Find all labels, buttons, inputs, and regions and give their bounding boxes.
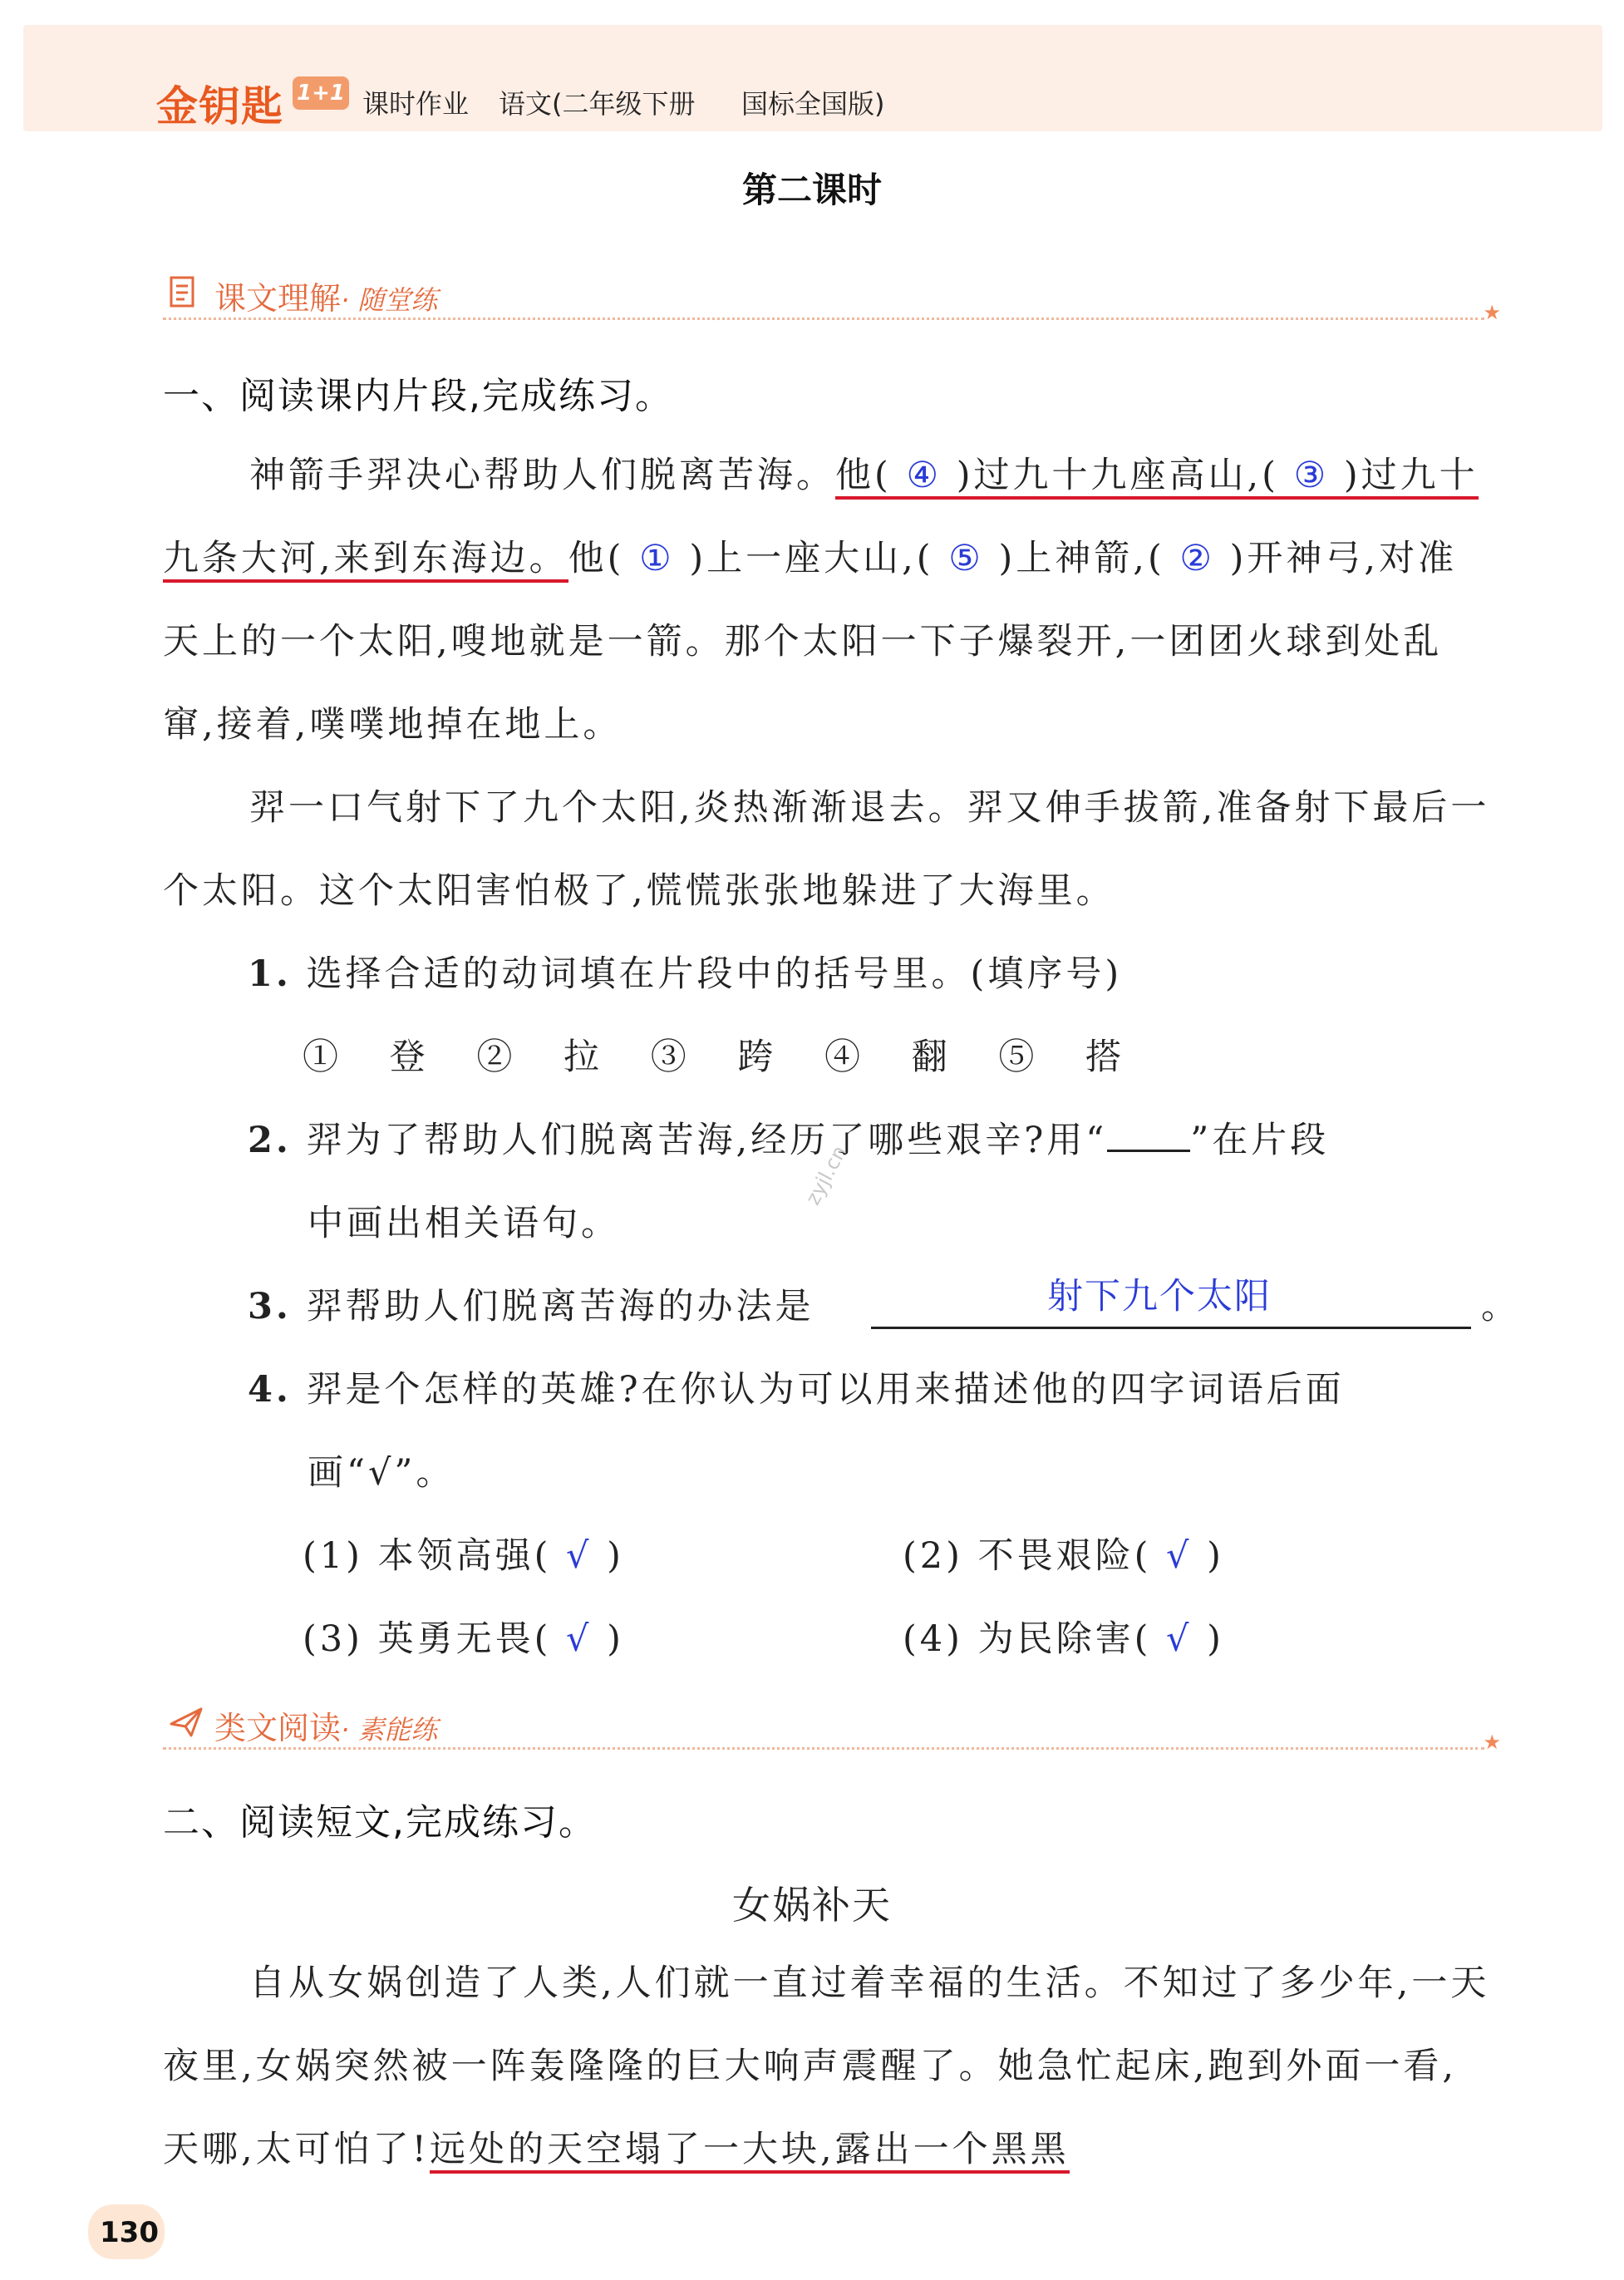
passage-paragraph-1: 神箭手羿决心帮助人们脱离苦海。他( ④ )过九十九座高山,( ③ )过九十九条大河,来到东海边。他( ① )上一座大山,( ⑤ )上神箭,( ② )开神弓,对准天上的一个太阳,嗖地就是一箭。那个太阳一下子爆裂开,一团团火球到处乱窜,接着,噗噗地掉在地上。: [163, 455, 1479, 746]
answer-mark: ②: [1179, 538, 1215, 579]
option: ④ 翻: [824, 1037, 951, 1078]
answer-mark: ③: [1293, 455, 1330, 496]
section-bar-comprehension: [163, 268, 1501, 326]
part2-heading: 二、阅读短文,完成练习。: [163, 1801, 597, 1844]
paper-plane-icon: [170, 1706, 203, 1739]
q4-item-4: (4) 为民除害( √ ): [903, 1618, 1224, 1660]
question-2-cont: 中画出相关语句。: [308, 1203, 620, 1244]
answer-text: 射下九个太阳: [1047, 1276, 1272, 1317]
lesson-title: 第二课时: [741, 170, 882, 210]
answer-mark: ④: [906, 455, 942, 496]
section-divider: [163, 1747, 1484, 1750]
star-icon: ★: [1483, 1731, 1501, 1754]
page-number: 130: [100, 2216, 159, 2249]
story-paragraph-1: 自从女娲创造了人类,人们就一直过着幸福的生活。不知过了多少年,一天夜里,女娲突然被一阵轰隆隆的巨大响声震醒了。她急忙起床,跑到外面一看,天哪,太可怕了!远处的天空塌了一大块,露出一个黑黑: [163, 1942, 1493, 2191]
document-icon: [170, 276, 198, 309]
answer-mark: ⑤: [948, 538, 984, 579]
red-underline: 远处的天空塌了一大块,露出一个黑黑: [430, 2129, 1070, 2174]
check-mark: √: [1166, 1618, 1193, 1660]
series-label: 课时作业: [362, 88, 470, 120]
story-title: 女娲补天: [732, 1883, 892, 1928]
question-4: 4. 羿是个怎样的英雄?在你认为可以用来描述他的四字词语后面: [248, 1369, 1345, 1411]
question-4-cont: 画“√”。: [308, 1452, 455, 1494]
check-mark: √: [1166, 1535, 1193, 1577]
question-3: 3. 羿帮助人们脱离苦海的办法是: [248, 1286, 814, 1327]
question-2: 2. 羿为了帮助人们脱离苦海,经历了哪些艰辛?用“ ”在片段: [248, 1120, 1330, 1161]
underline-sample: [1107, 1150, 1190, 1152]
edition-label: 国标全国版): [741, 88, 885, 120]
part1-heading: 一、阅读课内片段,完成练习。: [163, 375, 673, 417]
subject-label: 语文(二年级下册: [499, 88, 696, 120]
section-title: 课文理解· 随堂练: [214, 280, 438, 317]
option: ⑤ 搭: [998, 1037, 1125, 1078]
question-1: 1. 选择合适的动词填在片段中的括号里。(填序号): [248, 953, 1123, 995]
check-mark: √: [566, 1535, 593, 1577]
q4-item-1: (1) 本领高强( √ ): [303, 1535, 624, 1577]
star-icon: ★: [1483, 301, 1501, 324]
answer-blank: [871, 1327, 1471, 1329]
q4-item-2: (2) 不畏艰险( √ ): [903, 1535, 1224, 1577]
brand-logo: 金钥匙: [156, 82, 283, 130]
option: ② 拉: [476, 1037, 603, 1078]
section-divider: [163, 318, 1484, 320]
section-title: 类文阅读· 素能练: [214, 1710, 438, 1746]
red-underline: 他( ④ )过九十九座高山,( ③ )过九十九条大河,来到东海边。: [163, 455, 1479, 583]
period: 。: [1481, 1286, 1520, 1327]
passage-paragraph-2: 羿一口气射下了九个太阳,炎热渐渐退去。羿又伸手拔箭,准备射下最后一个太阳。这个太阳害怕极了,慌慌张张地躲进了大海里。: [163, 787, 1490, 912]
verb-options: [303, 1029, 1124, 1080]
q4-item-3: (3) 英勇无畏( √ ): [303, 1618, 624, 1660]
watermark: zyjl.cn: [800, 1141, 852, 1209]
answer-mark: ①: [639, 538, 675, 579]
option: ③ 跨: [650, 1037, 777, 1078]
section-bar-extended-reading: [163, 1697, 1501, 1756]
check-mark: √: [566, 1618, 593, 1660]
option: ① 登: [303, 1037, 429, 1078]
brand-badge: 1+1: [293, 76, 349, 110]
